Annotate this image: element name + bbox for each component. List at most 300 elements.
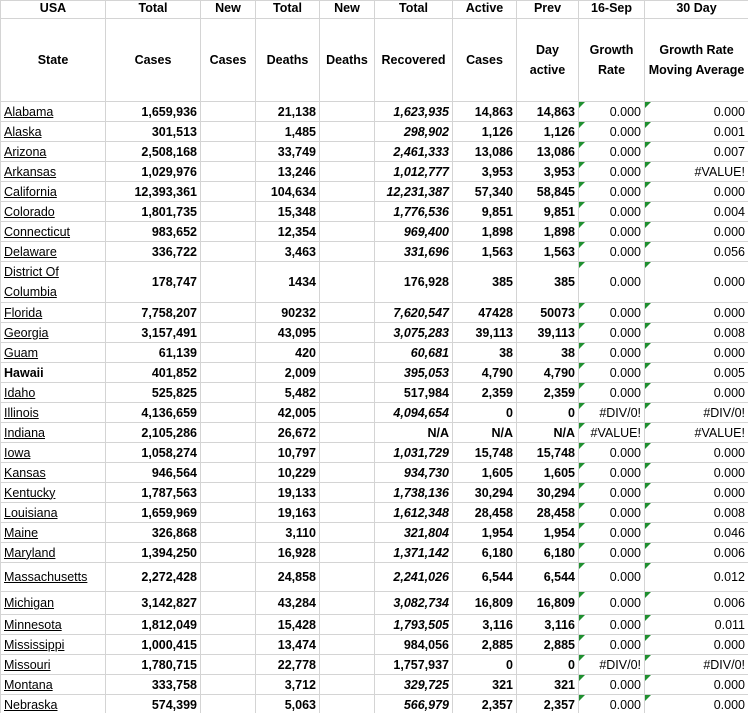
moving-average-cell[interactable]: 0.000: [645, 443, 748, 463]
prev-day-cell[interactable]: 0: [517, 655, 579, 675]
prev-day-cell[interactable]: 39,113: [517, 323, 579, 343]
header-recovered[interactable]: Recovered: [375, 19, 453, 102]
recovered-cell[interactable]: 1,793,505: [375, 615, 453, 635]
active-cases-cell[interactable]: 0: [453, 403, 517, 423]
new-cases-cell[interactable]: [201, 222, 256, 242]
header-state[interactable]: State: [1, 19, 106, 102]
active-cases-cell[interactable]: 0: [453, 655, 517, 675]
state-cell[interactable]: Georgia: [1, 323, 106, 343]
new-deaths-cell[interactable]: [320, 695, 375, 713]
recovered-cell[interactable]: 4,094,654: [375, 403, 453, 423]
total-deaths-cell[interactable]: 22,778: [256, 655, 320, 675]
new-deaths-cell[interactable]: [320, 242, 375, 262]
moving-average-cell[interactable]: 0.005: [645, 363, 748, 383]
state-cell[interactable]: District Of Columbia: [1, 262, 106, 303]
moving-average-cell[interactable]: 0.000: [645, 635, 748, 655]
state-cell[interactable]: Alabama: [1, 102, 106, 122]
total-deaths-cell[interactable]: 3,712: [256, 675, 320, 695]
recovered-cell[interactable]: 395,053: [375, 363, 453, 383]
state-cell[interactable]: Louisiana: [1, 503, 106, 523]
state-cell[interactable]: Arizona: [1, 142, 106, 162]
state-cell[interactable]: Delaware: [1, 242, 106, 262]
state-cell[interactable]: Iowa: [1, 443, 106, 463]
total-deaths-cell[interactable]: 3,110: [256, 523, 320, 543]
total-cases-cell[interactable]: 2,508,168: [106, 142, 201, 162]
prev-day-cell[interactable]: 321: [517, 675, 579, 695]
state-cell[interactable]: Maryland: [1, 543, 106, 563]
active-cases-cell[interactable]: 2,357: [453, 695, 517, 713]
total-deaths-cell[interactable]: 21,138: [256, 102, 320, 122]
state-cell[interactable]: California: [1, 182, 106, 202]
total-cases-cell[interactable]: 61,139: [106, 343, 201, 363]
total-cases-cell[interactable]: 1,659,969: [106, 503, 201, 523]
moving-average-cell[interactable]: 0.000: [645, 695, 748, 713]
active-cases-cell[interactable]: 1,126: [453, 122, 517, 142]
new-cases-cell[interactable]: [201, 635, 256, 655]
total-cases-cell[interactable]: 2,105,286: [106, 423, 201, 443]
new-deaths-cell[interactable]: [320, 102, 375, 122]
state-cell[interactable]: Kansas: [1, 463, 106, 483]
total-deaths-cell[interactable]: 19,133: [256, 483, 320, 503]
recovered-cell[interactable]: 1,623,935: [375, 102, 453, 122]
moving-average-cell[interactable]: 0.000: [645, 222, 748, 242]
moving-average-cell[interactable]: #DIV/0!: [645, 655, 748, 675]
recovered-cell[interactable]: 176,928: [375, 262, 453, 303]
prev-day-cell[interactable]: 3,116: [517, 615, 579, 635]
total-deaths-cell[interactable]: 1434: [256, 262, 320, 303]
growth-rate-cell[interactable]: 0.000: [579, 443, 645, 463]
recovered-cell[interactable]: 1,371,142: [375, 543, 453, 563]
new-cases-cell[interactable]: [201, 503, 256, 523]
active-cases-cell[interactable]: 38: [453, 343, 517, 363]
total-deaths-cell[interactable]: 15,348: [256, 202, 320, 222]
growth-rate-cell[interactable]: 0.000: [579, 675, 645, 695]
new-cases-cell[interactable]: [201, 242, 256, 262]
state-cell[interactable]: Missouri: [1, 655, 106, 675]
prev-day-cell[interactable]: 3,953: [517, 162, 579, 182]
state-cell[interactable]: Nebraska: [1, 695, 106, 713]
active-cases-cell[interactable]: 6,544: [453, 563, 517, 592]
growth-rate-cell[interactable]: 0.000: [579, 463, 645, 483]
new-deaths-cell[interactable]: [320, 303, 375, 323]
recovered-cell[interactable]: 984,056: [375, 635, 453, 655]
moving-average-cell[interactable]: 0.000: [645, 343, 748, 363]
state-cell[interactable]: Mississippi: [1, 635, 106, 655]
moving-average-cell[interactable]: 0.000: [645, 675, 748, 695]
moving-average-cell[interactable]: 0.001: [645, 122, 748, 142]
active-cases-cell[interactable]: 2,885: [453, 635, 517, 655]
active-cases-cell[interactable]: 3,953: [453, 162, 517, 182]
header-total-deaths-top[interactable]: Total: [256, 1, 320, 19]
recovered-cell[interactable]: 12,231,387: [375, 182, 453, 202]
new-cases-cell[interactable]: [201, 262, 256, 303]
prev-day-cell[interactable]: 2,885: [517, 635, 579, 655]
moving-average-cell[interactable]: 0.004: [645, 202, 748, 222]
growth-rate-cell[interactable]: 0.000: [579, 523, 645, 543]
state-cell[interactable]: Montana: [1, 675, 106, 695]
moving-average-cell[interactable]: 0.000: [645, 182, 748, 202]
growth-rate-cell[interactable]: 0.000: [579, 102, 645, 122]
new-deaths-cell[interactable]: [320, 543, 375, 563]
total-deaths-cell[interactable]: 12,354: [256, 222, 320, 242]
active-cases-cell[interactable]: 47428: [453, 303, 517, 323]
header-usa[interactable]: USA: [1, 1, 106, 19]
prev-day-cell[interactable]: 1,126: [517, 122, 579, 142]
new-cases-cell[interactable]: [201, 523, 256, 543]
new-cases-cell[interactable]: [201, 102, 256, 122]
moving-average-cell[interactable]: 0.011: [645, 615, 748, 635]
growth-rate-cell[interactable]: 0.000: [579, 635, 645, 655]
header-total-cases-top[interactable]: Total: [106, 1, 201, 19]
total-cases-cell[interactable]: 301,513: [106, 122, 201, 142]
total-deaths-cell[interactable]: 10,229: [256, 463, 320, 483]
header-growth-rate[interactable]: Growth Rate: [579, 19, 645, 102]
state-cell[interactable]: Connecticut: [1, 222, 106, 242]
recovered-cell[interactable]: 329,725: [375, 675, 453, 695]
prev-day-cell[interactable]: 15,748: [517, 443, 579, 463]
state-cell[interactable]: Alaska: [1, 122, 106, 142]
active-cases-cell[interactable]: 1,954: [453, 523, 517, 543]
new-deaths-cell[interactable]: [320, 635, 375, 655]
total-cases-cell[interactable]: 333,758: [106, 675, 201, 695]
state-cell[interactable]: Minnesota: [1, 615, 106, 635]
new-cases-cell[interactable]: [201, 323, 256, 343]
total-deaths-cell[interactable]: 15,428: [256, 615, 320, 635]
total-deaths-cell[interactable]: 3,463: [256, 242, 320, 262]
recovered-cell[interactable]: 7,620,547: [375, 303, 453, 323]
total-cases-cell[interactable]: 2,272,428: [106, 563, 201, 592]
header-prev-day-active[interactable]: Day active: [517, 19, 579, 102]
recovered-cell[interactable]: 517,984: [375, 383, 453, 403]
growth-rate-cell[interactable]: 0.000: [579, 323, 645, 343]
recovered-cell[interactable]: 1,012,777: [375, 162, 453, 182]
total-cases-cell[interactable]: 983,652: [106, 222, 201, 242]
moving-average-cell[interactable]: 0.008: [645, 323, 748, 343]
header-30day[interactable]: 30 Day: [645, 1, 748, 19]
new-cases-cell[interactable]: [201, 483, 256, 503]
new-deaths-cell[interactable]: [320, 675, 375, 695]
prev-day-cell[interactable]: 4,790: [517, 363, 579, 383]
active-cases-cell[interactable]: 2,359: [453, 383, 517, 403]
header-moving-average[interactable]: Growth Rate Moving Average: [645, 19, 748, 102]
active-cases-cell[interactable]: N/A: [453, 423, 517, 443]
new-cases-cell[interactable]: [201, 655, 256, 675]
prev-day-cell[interactable]: 0: [517, 403, 579, 423]
active-cases-cell[interactable]: 13,086: [453, 142, 517, 162]
growth-rate-cell[interactable]: 0.000: [579, 202, 645, 222]
active-cases-cell[interactable]: 321: [453, 675, 517, 695]
prev-day-cell[interactable]: 28,458: [517, 503, 579, 523]
new-cases-cell[interactable]: [201, 695, 256, 713]
total-deaths-cell[interactable]: 26,672: [256, 423, 320, 443]
total-deaths-cell[interactable]: 33,749: [256, 142, 320, 162]
header-total-recovered-top[interactable]: Total: [375, 1, 453, 19]
prev-day-cell[interactable]: 1,605: [517, 463, 579, 483]
moving-average-cell[interactable]: 0.012: [645, 563, 748, 592]
active-cases-cell[interactable]: 1,605: [453, 463, 517, 483]
total-cases-cell[interactable]: 1,029,976: [106, 162, 201, 182]
prev-day-cell[interactable]: 1,563: [517, 242, 579, 262]
total-cases-cell[interactable]: 401,852: [106, 363, 201, 383]
new-deaths-cell[interactable]: [320, 182, 375, 202]
total-cases-cell[interactable]: 1,787,563: [106, 483, 201, 503]
active-cases-cell[interactable]: 15,748: [453, 443, 517, 463]
new-deaths-cell[interactable]: [320, 142, 375, 162]
prev-day-cell[interactable]: 9,851: [517, 202, 579, 222]
state-cell[interactable]: Arkansas: [1, 162, 106, 182]
new-deaths-cell[interactable]: [320, 202, 375, 222]
new-deaths-cell[interactable]: [320, 403, 375, 423]
total-deaths-cell[interactable]: 420: [256, 343, 320, 363]
new-deaths-cell[interactable]: [320, 122, 375, 142]
header-deaths[interactable]: Deaths: [256, 19, 320, 102]
new-deaths-cell[interactable]: [320, 162, 375, 182]
new-deaths-cell[interactable]: [320, 503, 375, 523]
recovered-cell[interactable]: 3,082,734: [375, 592, 453, 615]
new-cases-cell[interactable]: [201, 423, 256, 443]
recovered-cell[interactable]: 1,031,729: [375, 443, 453, 463]
recovered-cell[interactable]: 331,696: [375, 242, 453, 262]
header-cases[interactable]: Cases: [106, 19, 201, 102]
total-cases-cell[interactable]: 336,722: [106, 242, 201, 262]
new-cases-cell[interactable]: [201, 463, 256, 483]
new-deaths-cell[interactable]: [320, 592, 375, 615]
new-deaths-cell[interactable]: [320, 483, 375, 503]
new-cases-cell[interactable]: [201, 563, 256, 592]
recovered-cell[interactable]: 934,730: [375, 463, 453, 483]
active-cases-cell[interactable]: 1,898: [453, 222, 517, 242]
recovered-cell[interactable]: 1,612,348: [375, 503, 453, 523]
total-deaths-cell[interactable]: 90232: [256, 303, 320, 323]
total-cases-cell[interactable]: 12,393,361: [106, 182, 201, 202]
recovered-cell[interactable]: 2,461,333: [375, 142, 453, 162]
growth-rate-cell[interactable]: 0.000: [579, 695, 645, 713]
recovered-cell[interactable]: 298,902: [375, 122, 453, 142]
total-deaths-cell[interactable]: 5,063: [256, 695, 320, 713]
new-deaths-cell[interactable]: [320, 383, 375, 403]
growth-rate-cell[interactable]: 0.000: [579, 343, 645, 363]
new-deaths-cell[interactable]: [320, 655, 375, 675]
prev-day-cell[interactable]: 50073: [517, 303, 579, 323]
growth-rate-cell[interactable]: #VALUE!: [579, 423, 645, 443]
new-cases-cell[interactable]: [201, 675, 256, 695]
growth-rate-cell[interactable]: 0.000: [579, 483, 645, 503]
growth-rate-cell[interactable]: 0.000: [579, 122, 645, 142]
total-cases-cell[interactable]: 1,780,715: [106, 655, 201, 675]
prev-day-cell[interactable]: 30,294: [517, 483, 579, 503]
active-cases-cell[interactable]: 385: [453, 262, 517, 303]
moving-average-cell[interactable]: 0.000: [645, 483, 748, 503]
new-deaths-cell[interactable]: [320, 463, 375, 483]
header-active-top[interactable]: Active: [453, 1, 517, 19]
growth-rate-cell[interactable]: #DIV/0!: [579, 403, 645, 423]
recovered-cell[interactable]: 969,400: [375, 222, 453, 242]
prev-day-cell[interactable]: 16,809: [517, 592, 579, 615]
prev-day-cell[interactable]: 38: [517, 343, 579, 363]
new-deaths-cell[interactable]: [320, 222, 375, 242]
active-cases-cell[interactable]: 30,294: [453, 483, 517, 503]
growth-rate-cell[interactable]: 0.000: [579, 615, 645, 635]
new-cases-cell[interactable]: [201, 443, 256, 463]
moving-average-cell[interactable]: 0.000: [645, 463, 748, 483]
recovered-cell[interactable]: 2,241,026: [375, 563, 453, 592]
total-deaths-cell[interactable]: 13,474: [256, 635, 320, 655]
recovered-cell[interactable]: 1,757,937: [375, 655, 453, 675]
state-cell[interactable]: Maine: [1, 523, 106, 543]
header-new-cases-top[interactable]: New: [201, 1, 256, 19]
total-cases-cell[interactable]: 946,564: [106, 463, 201, 483]
growth-rate-cell[interactable]: 0.000: [579, 592, 645, 615]
active-cases-cell[interactable]: 3,116: [453, 615, 517, 635]
prev-day-cell[interactable]: 6,544: [517, 563, 579, 592]
active-cases-cell[interactable]: 9,851: [453, 202, 517, 222]
new-cases-cell[interactable]: [201, 403, 256, 423]
recovered-cell[interactable]: 3,075,283: [375, 323, 453, 343]
total-deaths-cell[interactable]: 43,095: [256, 323, 320, 343]
new-cases-cell[interactable]: [201, 122, 256, 142]
moving-average-cell[interactable]: #VALUE!: [645, 423, 748, 443]
total-deaths-cell[interactable]: 13,246: [256, 162, 320, 182]
total-deaths-cell[interactable]: 104,634: [256, 182, 320, 202]
state-cell[interactable]: Michigan: [1, 592, 106, 615]
new-deaths-cell[interactable]: [320, 343, 375, 363]
new-cases-cell[interactable]: [201, 303, 256, 323]
moving-average-cell[interactable]: 0.000: [645, 383, 748, 403]
total-deaths-cell[interactable]: 10,797: [256, 443, 320, 463]
total-cases-cell[interactable]: 326,868: [106, 523, 201, 543]
total-cases-cell[interactable]: 1,659,936: [106, 102, 201, 122]
active-cases-cell[interactable]: 57,340: [453, 182, 517, 202]
moving-average-cell[interactable]: 0.000: [645, 262, 748, 303]
total-deaths-cell[interactable]: 5,482: [256, 383, 320, 403]
new-deaths-cell[interactable]: [320, 523, 375, 543]
total-cases-cell[interactable]: 1,058,274: [106, 443, 201, 463]
header-prev-top[interactable]: Prev: [517, 1, 579, 19]
active-cases-cell[interactable]: 6,180: [453, 543, 517, 563]
moving-average-cell[interactable]: #VALUE!: [645, 162, 748, 182]
total-cases-cell[interactable]: 1,000,415: [106, 635, 201, 655]
total-cases-cell[interactable]: 3,157,491: [106, 323, 201, 343]
moving-average-cell[interactable]: 0.007: [645, 142, 748, 162]
moving-average-cell[interactable]: 0.056: [645, 242, 748, 262]
state-cell[interactable]: Kentucky: [1, 483, 106, 503]
moving-average-cell[interactable]: 0.000: [645, 102, 748, 122]
moving-average-cell[interactable]: #DIV/0!: [645, 403, 748, 423]
total-cases-cell[interactable]: 178,747: [106, 262, 201, 303]
moving-average-cell[interactable]: 0.046: [645, 523, 748, 543]
new-cases-cell[interactable]: [201, 202, 256, 222]
prev-day-cell[interactable]: 13,086: [517, 142, 579, 162]
total-cases-cell[interactable]: 1,812,049: [106, 615, 201, 635]
active-cases-cell[interactable]: 1,563: [453, 242, 517, 262]
total-cases-cell[interactable]: 3,142,827: [106, 592, 201, 615]
growth-rate-cell[interactable]: 0.000: [579, 543, 645, 563]
header-new-cases[interactable]: Cases: [201, 19, 256, 102]
total-cases-cell[interactable]: 1,801,735: [106, 202, 201, 222]
total-cases-cell[interactable]: 4,136,659: [106, 403, 201, 423]
recovered-cell[interactable]: 60,681: [375, 343, 453, 363]
prev-day-cell[interactable]: 1,954: [517, 523, 579, 543]
prev-day-cell[interactable]: 1,898: [517, 222, 579, 242]
total-deaths-cell[interactable]: 1,485: [256, 122, 320, 142]
active-cases-cell[interactable]: 16,809: [453, 592, 517, 615]
new-cases-cell[interactable]: [201, 142, 256, 162]
total-cases-cell[interactable]: 7,758,207: [106, 303, 201, 323]
total-cases-cell[interactable]: 1,394,250: [106, 543, 201, 563]
prev-day-cell[interactable]: 2,357: [517, 695, 579, 713]
recovered-cell[interactable]: 566,979: [375, 695, 453, 713]
new-deaths-cell[interactable]: [320, 423, 375, 443]
new-cases-cell[interactable]: [201, 383, 256, 403]
state-cell[interactable]: Florida: [1, 303, 106, 323]
new-deaths-cell[interactable]: [320, 443, 375, 463]
growth-rate-cell[interactable]: 0.000: [579, 162, 645, 182]
new-deaths-cell[interactable]: [320, 363, 375, 383]
prev-day-cell[interactable]: 2,359: [517, 383, 579, 403]
growth-rate-cell[interactable]: 0.000: [579, 303, 645, 323]
prev-day-cell[interactable]: 58,845: [517, 182, 579, 202]
header-date[interactable]: 16-Sep: [579, 1, 645, 19]
new-cases-cell[interactable]: [201, 543, 256, 563]
moving-average-cell[interactable]: 0.000: [645, 303, 748, 323]
total-deaths-cell[interactable]: 19,163: [256, 503, 320, 523]
total-deaths-cell[interactable]: 16,928: [256, 543, 320, 563]
recovered-cell[interactable]: 1,738,136: [375, 483, 453, 503]
growth-rate-cell[interactable]: 0.000: [579, 503, 645, 523]
state-cell[interactable]: Colorado: [1, 202, 106, 222]
recovered-cell[interactable]: N/A: [375, 423, 453, 443]
state-cell[interactable]: Idaho: [1, 383, 106, 403]
growth-rate-cell[interactable]: 0.000: [579, 363, 645, 383]
growth-rate-cell[interactable]: 0.000: [579, 563, 645, 592]
total-deaths-cell[interactable]: 24,858: [256, 563, 320, 592]
growth-rate-cell[interactable]: 0.000: [579, 383, 645, 403]
header-new-deaths[interactable]: Deaths: [320, 19, 375, 102]
new-deaths-cell[interactable]: [320, 563, 375, 592]
new-deaths-cell[interactable]: [320, 262, 375, 303]
prev-day-cell[interactable]: 14,863: [517, 102, 579, 122]
new-deaths-cell[interactable]: [320, 615, 375, 635]
moving-average-cell[interactable]: 0.006: [645, 592, 748, 615]
new-cases-cell[interactable]: [201, 363, 256, 383]
growth-rate-cell[interactable]: #DIV/0!: [579, 655, 645, 675]
total-cases-cell[interactable]: 525,825: [106, 383, 201, 403]
active-cases-cell[interactable]: 39,113: [453, 323, 517, 343]
growth-rate-cell[interactable]: 0.000: [579, 262, 645, 303]
total-deaths-cell[interactable]: 42,005: [256, 403, 320, 423]
new-deaths-cell[interactable]: [320, 323, 375, 343]
state-cell[interactable]: Guam: [1, 343, 106, 363]
active-cases-cell[interactable]: 4,790: [453, 363, 517, 383]
header-new-deaths-top[interactable]: New: [320, 1, 375, 19]
prev-day-cell[interactable]: N/A: [517, 423, 579, 443]
active-cases-cell[interactable]: 14,863: [453, 102, 517, 122]
new-cases-cell[interactable]: [201, 343, 256, 363]
total-cases-cell[interactable]: 574,399: [106, 695, 201, 713]
new-cases-cell[interactable]: [201, 592, 256, 615]
growth-rate-cell[interactable]: 0.000: [579, 142, 645, 162]
new-cases-cell[interactable]: [201, 162, 256, 182]
total-deaths-cell[interactable]: 43,284: [256, 592, 320, 615]
prev-day-cell[interactable]: 385: [517, 262, 579, 303]
state-cell[interactable]: Indiana: [1, 423, 106, 443]
state-cell[interactable]: Hawaii: [1, 363, 106, 383]
recovered-cell[interactable]: 1,776,536: [375, 202, 453, 222]
moving-average-cell[interactable]: 0.006: [645, 543, 748, 563]
growth-rate-cell[interactable]: 0.000: [579, 242, 645, 262]
recovered-cell[interactable]: 321,804: [375, 523, 453, 543]
new-cases-cell[interactable]: [201, 182, 256, 202]
